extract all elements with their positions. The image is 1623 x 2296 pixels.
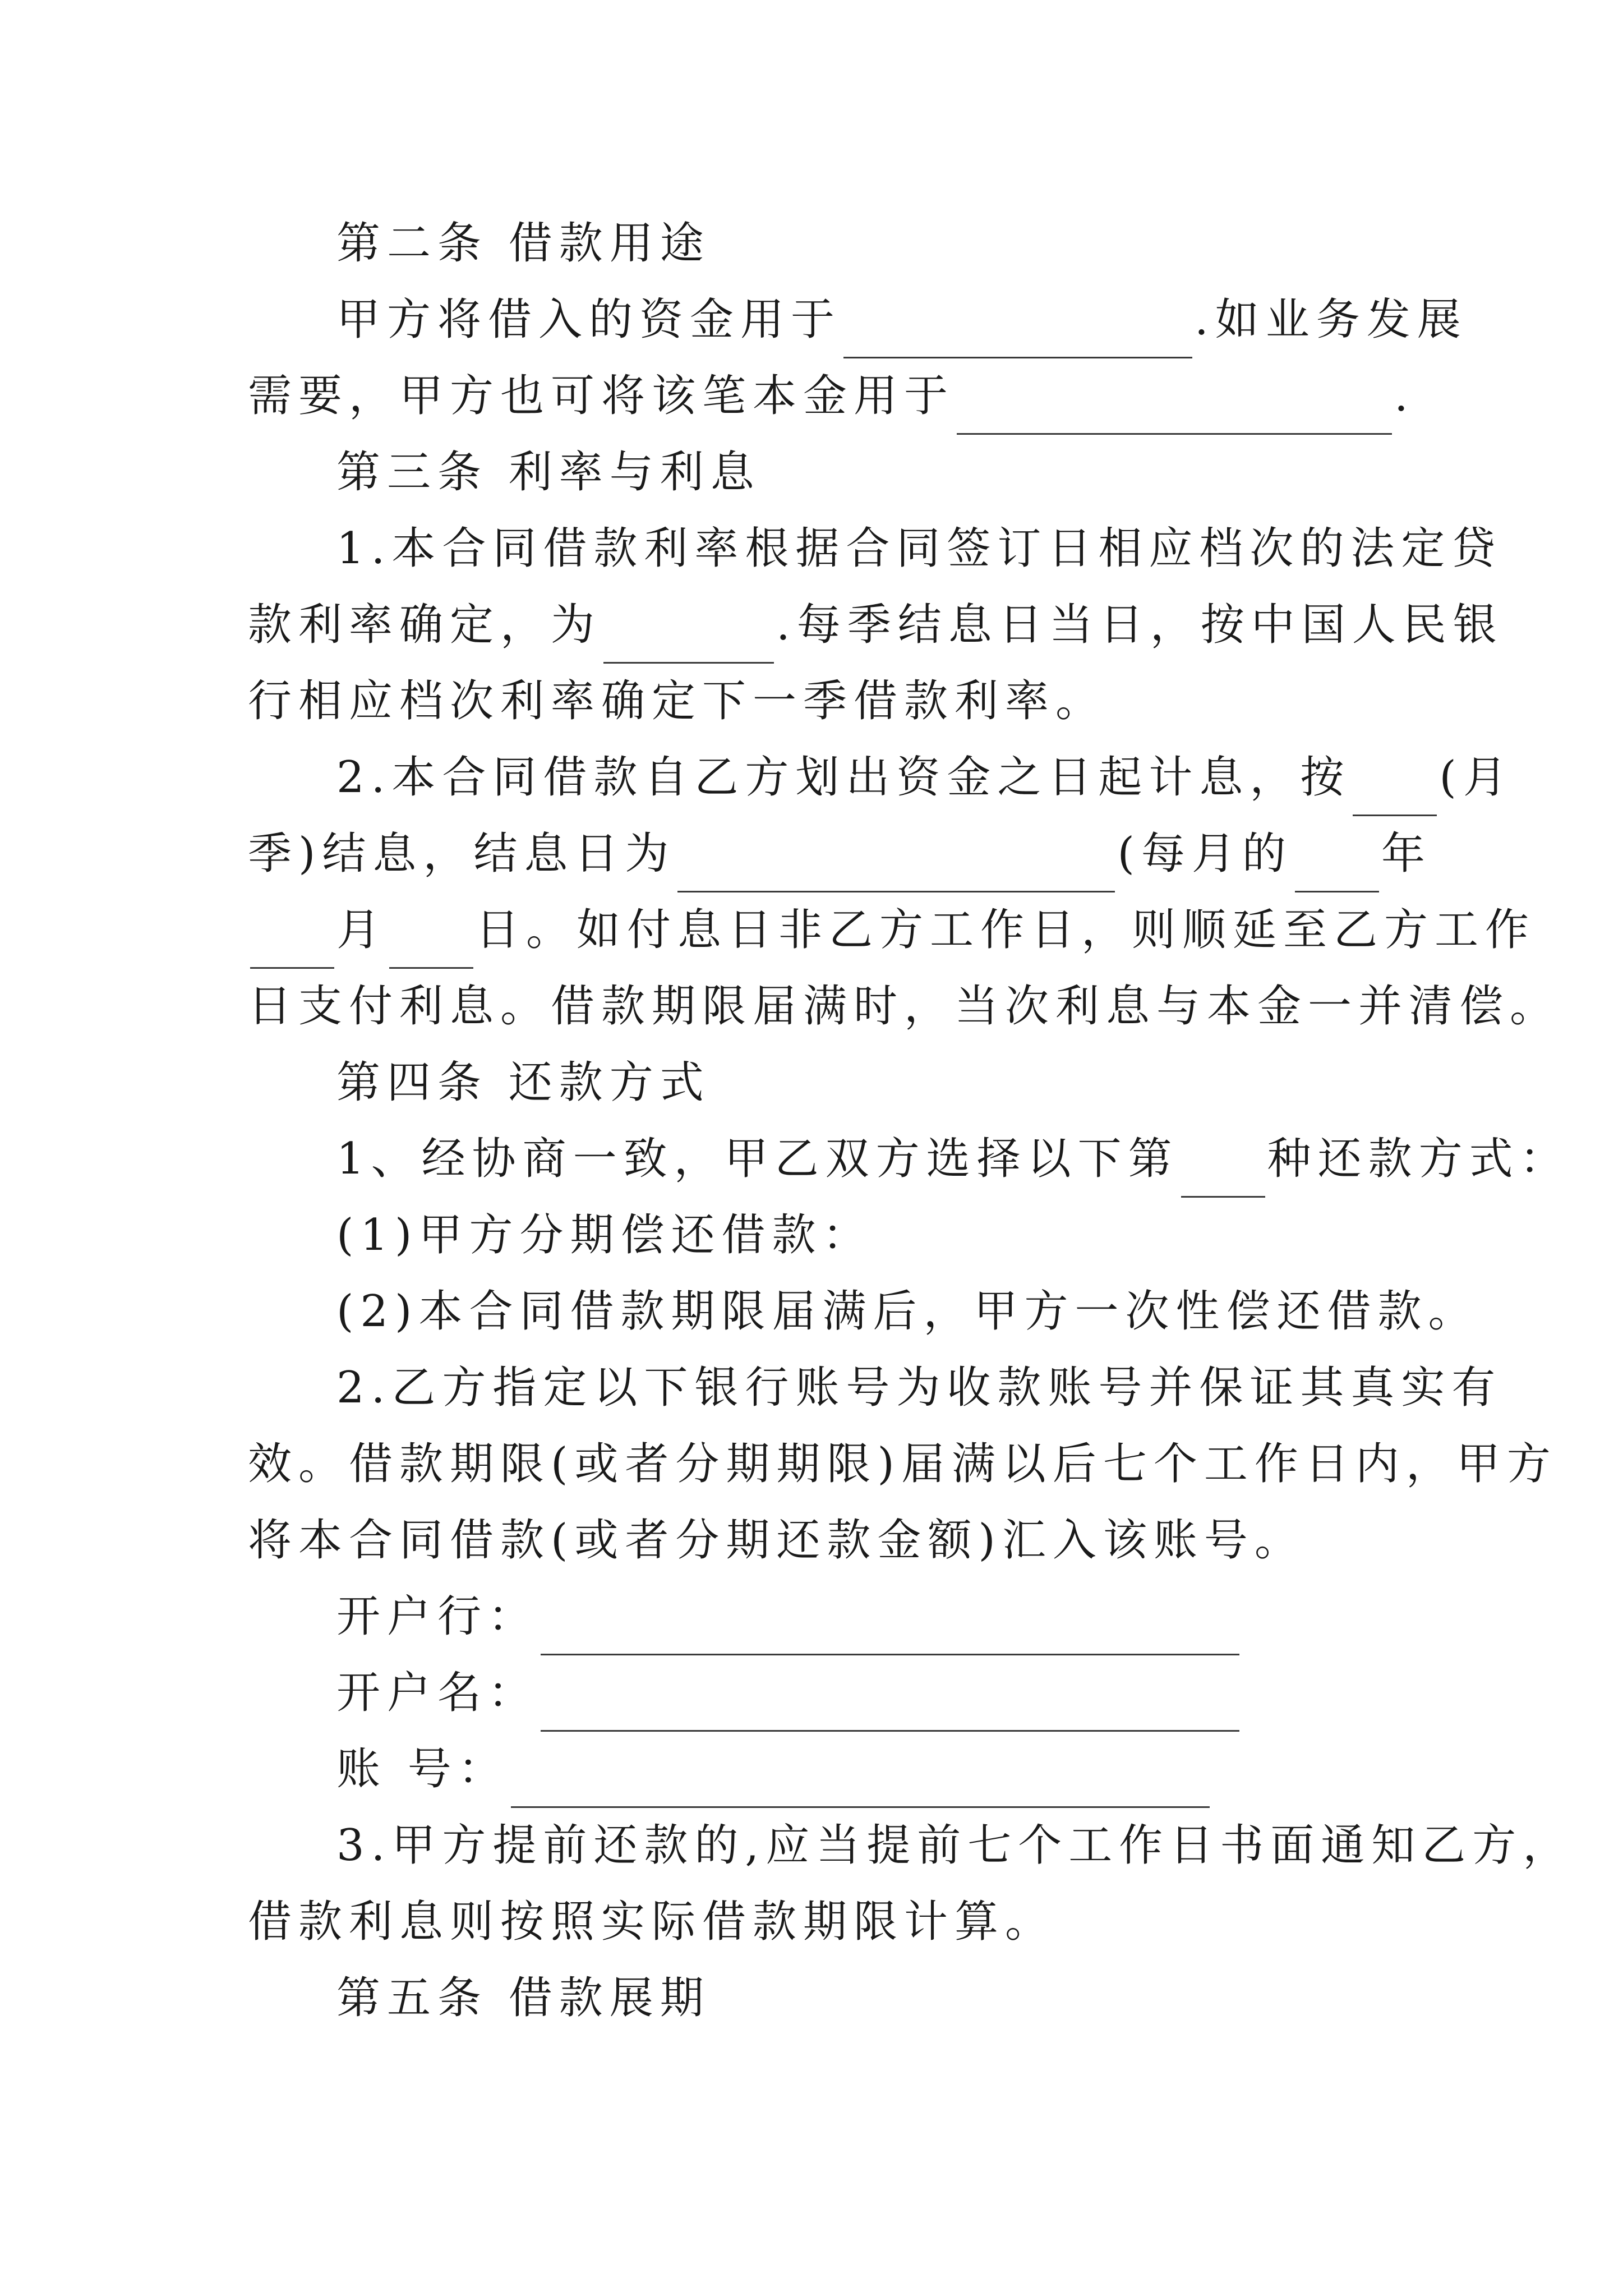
article-4-p2-line-3: 将本合同借款(或者分期还款金额)汇入该账号。: [248, 1515, 1305, 1566]
article-4-p2-line-1: 2.乙方指定以下银行账号为收款账号并保证其真实有: [336, 1363, 1502, 1413]
article-5-title: 第五条 借款展期: [336, 1973, 711, 2023]
article-4-title: 第四条 还款方式: [336, 1057, 711, 1108]
article-3-title: 第三条 利率与利息: [336, 447, 761, 498]
article-3-p2-line-2: 季)结息，结息日为 (每月的 年: [248, 816, 1432, 892]
year-blank[interactable]: [1295, 839, 1379, 892]
article-3-p1-line-1: 1.本合同借款利率根据合同签订日相应档次的法定贷: [336, 523, 1502, 574]
account-name-row: 开户名：: [336, 1655, 1242, 1732]
article-4-option-2: (2)本合同借款期限届满后，甲方一次性偿还借款。: [336, 1286, 1479, 1337]
repayment-option-blank[interactable]: [1181, 1144, 1265, 1198]
month-blank[interactable]: [250, 915, 334, 969]
bank-blank[interactable]: [541, 1602, 1239, 1655]
article-3-p2-line-3: 月 日。如付息日非乙方工作日，则顺延至乙方工作: [248, 892, 1536, 969]
article-3-p2-line-4: 日支付利息。借款期限届满时，当次利息与本金一并清偿。: [248, 981, 1561, 1032]
settlement-date-blank[interactable]: [677, 839, 1115, 892]
account-name-blank[interactable]: [541, 1678, 1239, 1732]
article-4-p3-line-2: 借款利息则按照实际借款期限计算。: [248, 1897, 1056, 1947]
article-2-line-1: 甲方将借入的资金用于 .如业务发展: [336, 282, 1468, 358]
article-3-p1-line-2: 款利率确定，为 .每季结息日当日，按中国人民银: [248, 587, 1504, 664]
alt-purpose-blank[interactable]: [957, 381, 1392, 435]
article-4-p1: 1、经协商一致，甲乙双方选择以下第 种还款方式：: [336, 1121, 1570, 1198]
bank-row: 开户行：: [336, 1579, 1242, 1655]
rate-blank[interactable]: [603, 610, 774, 664]
article-4-option-1: (1)甲方分期偿还借款：: [336, 1210, 873, 1260]
article-3-p1-line-3: 行相应档次利率确定下一季借款利率。: [248, 676, 1106, 726]
article-4-p3-line-1: 3.甲方提前还款的,应当提前七个工作日书面通知乙方，: [336, 1820, 1574, 1871]
account-number-blank[interactable]: [511, 1755, 1210, 1808]
purpose-blank[interactable]: [843, 305, 1192, 358]
account-number-row: 账 号：: [336, 1731, 1212, 1808]
article-2-title: 第二条 借款用途: [336, 218, 711, 269]
day-blank[interactable]: [389, 915, 473, 969]
article-3-p2-line-1: 2.本合同借款自乙方划出资金之日起计息，按 (月: [336, 739, 1514, 816]
article-2-line-2: 需要，甲方也可将该笔本金用于 .: [248, 358, 1415, 435]
article-4-p2-line-2: 效。借款期限(或者分期期限)届满以后七个工作日内，甲方: [248, 1439, 1557, 1489]
interest-period-blank[interactable]: [1353, 763, 1437, 816]
